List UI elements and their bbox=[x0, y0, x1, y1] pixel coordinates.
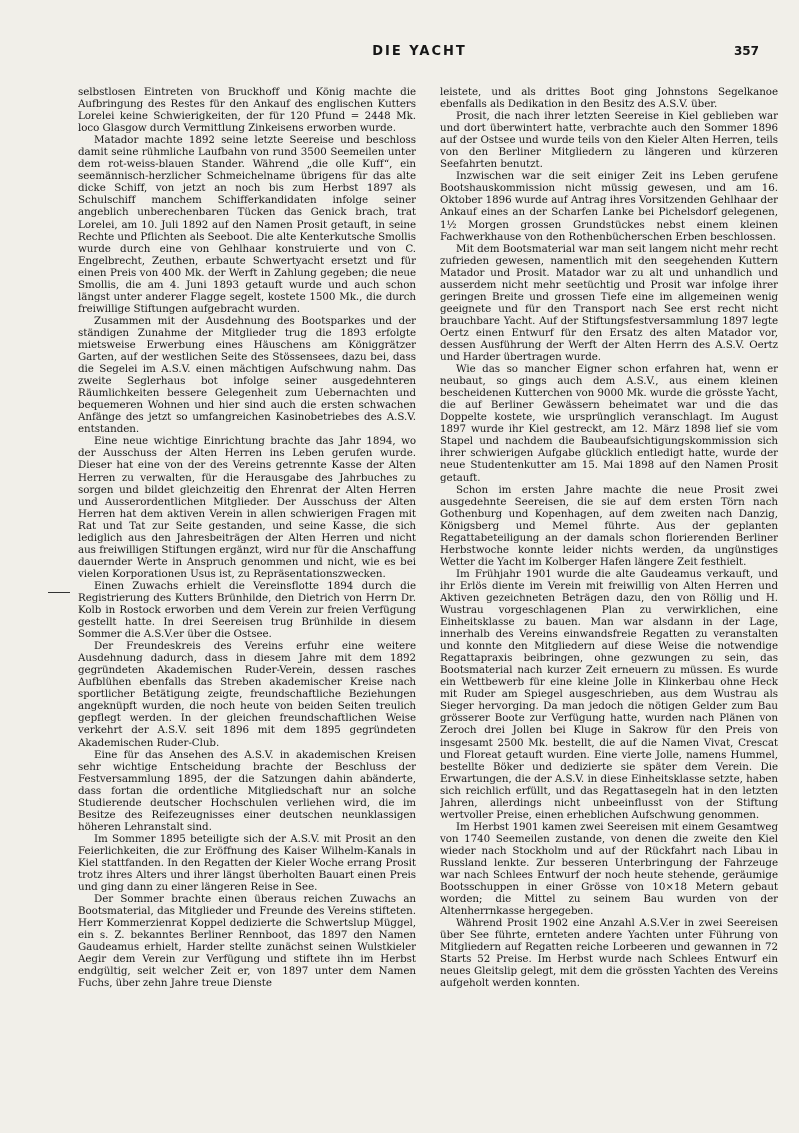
right-column bbox=[440, 86, 778, 1116]
paragraph: Im Frühjahr 1901 wurde die alte Gaudeamus verkauft, und ihr Erlös diente im Verein mit freiwillig von Alten Herren und Aktiven gezeichneten Beträgen dazu, den von Röllig und H. Wustrau vorgeschlagenen Plan zu verwirklichen, eine Einheitsklasse zu bauen. Man war alsdann in der Lage, innerhalb des Vereins einwandsfreie Regatten zu veranstalten und konnte den Mitgliedern auf diese Weise die notwendige Regattapraxis beibringen, ohne gezwungen zu sein, das Bootsmaterial nach kurzer Zeit erneuern zu müssen. Es wurde ein Wettbewerb für eine kleine Jolle in Klinkerbau ohne Heck mit Ruder am Spiegel ausgeschrieben, aus dem Wustrau als Sieger hervorging. Da man jedoch die nötigen Gelder zum Bau grösserer Boote zur Verfügung hatte, wurden nach Plänen von Zeroch drei Jollen bei Kluge in Sakrow für den Preis von insgesamt 2500 Mk. bestellt, die auf die Namen Vivat, Crescat und Floreat getauft wurden. Eine vierte Jolle, namens Hummel, bestellte Böker und dedizierte sie später dem Verein. Die Erwartungen, die der A.S.V. in diese Einheitsklasse setzte, haben sich reichlich erfüllt, und das Regattasegeln hat in den letzten Jahren, allerdings nicht unbeeinflusst von der Stiftung wertvoller Preise, einen erheblichen Aufschwung genommen. bbox=[440, 567, 778, 821]
paragraph: Wie das so mancher Eigner schon erfahren hat, wenn er neubaut, so gings auch dem A.S.V., aus einem kleinen bescheidenen Kutterchen von 9000 Mk. wurde die grösste Yacht, die auf Berliner Gewässern beheimatet war und die das Doppelte kostete, wie ursprünglich veranschlagt. Im August 1897 wurde ihr Kiel gestreckt, am 12. März 1898 lief sie vom Stapel und nachdem die Baubeaufsichtigungskommission sich ihrer schwierigen Aufgabe glücklich entledigt hatte, wurde der neue Studentenkutter am 15. Mai 1898 auf den Namen Prosit getauft. bbox=[440, 363, 778, 484]
page-header bbox=[80, 44, 759, 68]
text-columns bbox=[78, 86, 778, 1116]
left-column bbox=[78, 86, 416, 1116]
paragraph: Einen Zuwachs erhielt die Vereinsflotte 1894 durch die Registrierung des Kutters Brünhilde, den Dietrich von Herrn Dr. Kolb in Rostock erworben und dem Verein zur freien Verfügung gestellt hatte. In drei Seereisen trug Brünhilde in diesem Sommer die A.S.V.er über die Ostsee. bbox=[78, 579, 416, 641]
paragraph: Der Freundeskreis des Vereins erfuhr eine weitere Ausdehnung dadurch, dass in diesem Jahre mit dem 1892 gegründeten Akademischen Ruder-Verein, dessen rasches Aufblühen ebenfalls das Streben akademischer Kreise nach sportlicher Betätigung zeigte, freundschaftliche Beziehungen angeknüpft wurden, die noch heute von beiden Seiten treulich gepflegt werden. In der gleichen freundschaftlichen Weise verkehrt der A.S.V. seit 1896 mit dem 1895 gegründeten Akademischen Ruder-Club. bbox=[78, 640, 416, 749]
paragraph: Im Sommer 1895 beteiligte sich der A.S.V. mit Prosit an den Feierlichkeiten, die zur Eröffnung des Kaiser Wilhelm-Kanals in Kiel stattfanden. In den Regatten der Kieler Woche errang Prosit trotz ihres Alters und ihrer längst überholten Bauart einen Preis und ging dann zu einer längeren Reise in See. bbox=[78, 832, 416, 894]
paragraph: Eine neue wichtige Einrichtung brachte das Jahr 1894, wo der Ausschuss der Alten Herren ins Leben gerufen wurde. Dieser hat eine von der des Vereins getrennte Kasse der Alten Herren zu verwalten, für die Herausgabe des Jahrbuches zu sorgen und bildet gleichzeitig den Ehrenrat der Alten Herren und Ausserordentlichen Mitglieder. Der Ausschuss der Alten Herren hat dem aktiven Verein in allen schwierigen Fragen mit Rat und Tat zur Seite gestanden, und seine Kasse, die sich lediglich aus den Jahresbeiträgen der Alten Herren und nicht aus freiwilligen Stiftungen ergänzt, wird nur für die Anschaffung dauernder Werte in Anspruch genommen und nicht, wie es bei vielen Korporationen Usus ist, zu Repräsentationszwecken. bbox=[78, 435, 416, 580]
paragraph: Eine für das Ansehen des A.S.V. in akademischen Kreisen sehr wichtige Entscheidung brachte der Beschluss der Festversammlung 1895, der die Satzungen dahin abänderte, dass fortan die ordentliche Mitgliedschaft nur an solche Studierende deutscher Hochschulen verliehen wird, die im Besitze des Reifezeugnisses einer deutschen neunklassigen höheren Lehranstalt sind. bbox=[78, 748, 416, 833]
margin-pencil-mark bbox=[48, 592, 70, 593]
paragraph: Im Herbst 1901 kamen zwei Seereisen mit einem Gesamtweg von 1740 Seemeilen zustande, von denen die zweite den Kiel wieder nach Stockholm und auf der Rückfahrt nach Libau in Russland lenkte. Zur besseren Unterbringung der Fahrzeuge war nach Schlees Entwurf der noch heute stehende, geräumige Bootsschuppen in einer Grösse von 10×18 Metern gebaut worden; die Mittel zu seinem Bau wurden von der Altenherrnkasse hergegeben. bbox=[440, 820, 778, 918]
paragraph: Der Sommer brachte einen überaus reichen Zuwachs an Bootsmaterial, das Mitglieder und Freunde des Vereins stifteten. Herr Kommerzienrat Koppel dedizierte die Schwertslup Müggel, ein s. Z. bekanntes Berliner Rennboot, das 1897 den Namen Gaudeamus erhielt, Harder stellte zunächst seinen Wulstkieler Aegir dem Verein zur Verfügung und stiftete ihn im Herbst endgültig, seit welcher Zeit er, von 1897 unter dem Namen Fuchs, über zehn Jahre treue Dienste bbox=[78, 893, 416, 990]
paragraph: Schon im ersten Jahre machte die neue Prosit zwei ausgedehnte Seereisen, die sie auf dem ersten Törn nach Gothenburg und Kopenhagen, auf dem zweiten nach Danzig, Königsberg und Memel führte. Aus der geplanten Regattabeteiligung an der damals schon florierenden Berliner Herbstwoche konnte leider nichts werden, da ungünstiges Wetter die Yacht im Kolberger Hafen längere Zeit festhielt. bbox=[440, 483, 778, 568]
page-number: 357 bbox=[733, 44, 759, 58]
paragraph: Prosit, die nach ihrer letzten Seereise in Kiel geblieben war und dort überwintert hatte, verbrachte auch den Sommer 1896 auf der Ostsee und wurde teils von den Kieler Alten Herren, teils von den Berliner Mitgliedern zu längeren und kürzeren Seefahrten benutzt. bbox=[440, 110, 778, 171]
paragraph: Während Prosit 1902 eine Anzahl A.S.V.er in zwei Seereisen über See führte, ernteten andere Yachten unter Führung von Mitgliedern auf Regatten reiche Lorbeeren und gewannen in 72 Starts 52 Preise. Im Herbst wurde nach Schlees Entwurf ein neues Gleitslip gelegt, mit dem die grössten Yachten des Vereins aufgeholt werden konnten. bbox=[440, 917, 778, 990]
running-title: DIE YACHT bbox=[372, 44, 467, 59]
paragraph: Matador machte 1892 seine letzte Seereise und beschloss damit seine rühmliche Laufbahn von rund 3500 Seemeilen unter dem rot-weiss-blauen Stander. Während „die olle Kuff“, ein seemännisch-herzlicher Schmeichelname übrigens für das alte dicke Schiff, von jetzt an noch bis zum Herbst 1897 als Schulschiff manchem Schifferkandidaten infolge seiner angeblich unberechenbaren Tücken das Genick brach, trat Lorelei, am 10. Juli 1892 auf den Namen Prosit getauft, in seine Rechte und Pflichten als Seeboot. Die alte Kenterkutsche Smollis wurde durch eine von Gehlhaar konstruierte und von C. Engelbrecht, Zeuthen, erbaute Schwertyacht ersetzt und für einen Preis von 400 Mk. der Werft in Zahlung gegeben; die neue Smollis, die am 4. Juni 1893 getauft wurde und auch schon längst unter anderer Flagge segelt, kostete 1500 Mk., die durch freiwillige Stiftungen aufgebracht wurden. bbox=[78, 134, 416, 315]
paragraph: Zusammen mit der Ausdehnung des Bootsparkes und der ständigen Zunahme der Mitglieder trug die 1893 erfolgte mietsweise Erwerbung eines Häuschens am Königgrätzer Garten, auf der westlichen Seite des Stössensees, dazu bei, dass die Segelei im A.S.V. einen mächtigen Aufschwung nahm. Das zweite Seglerhaus bot infolge seiner ausgedehnteren Räumlichkeiten bessere Gelegenheit zum Uebernachten und bequemeren Wohnen und hier sind auch die ersten schwachen Anfänge des jetzt so umfangreichen Kasinobetriebes des A.S.V. entstanden. bbox=[78, 314, 416, 436]
paragraph: Inzwischen war die seit einiger Zeit ins Leben gerufene Bootshauskommission nicht müssig gewesen, und am 16. Oktober 1896 wurde auf Antrag ihres Vorsitzenden Gehlhaar der Ankauf eines an der Scharfen Lanke bei Pichelsdorf gelegenen, 1½ Morgen grossen Grundstückes nebst einem kleinen Fachwerkhause von den Rothenbücherschen Erben beschlossen. bbox=[440, 170, 778, 243]
paragraph: leistete, und als drittes Boot ging Johnstons Segelkanoe ebenfalls als Dedikation in den Besitz des A.S.V. über. bbox=[440, 86, 778, 111]
paragraph: selbstlosen Eintreten von Bruckhoff und König machte die Aufbringung des Restes für den Ankauf des englischen Kutters Lorelei keine Schwierigkeiten, der für 120 Pfund = 2448 Mk. loco Glasgow durch Vermittlung Zinkeisens erworben wurde. bbox=[78, 86, 416, 135]
paragraph: Mit dem Bootsmaterial war man seit langem nicht mehr recht zufrieden gewesen, namentlich mit den seegehenden Kuttern Matador und Prosit. Matador war zu alt und unhandlich und ausserdem nicht mehr seetüchtig und Prosit war infolge ihrer geringen Breite und grossen Tiefe eine im allgemeinen wenig geeignete und für den Transport nach See erst recht nicht brauchbare Yacht. Auf der Stiftungsfestversammlung 1897 legte Oertz einen Entwurf für den Ersatz des alten Matador vor, dessen Ausführung der Werft der Alten Herrn des A.S.V. Oertz und Harder übertragen wurde. bbox=[440, 242, 778, 364]
